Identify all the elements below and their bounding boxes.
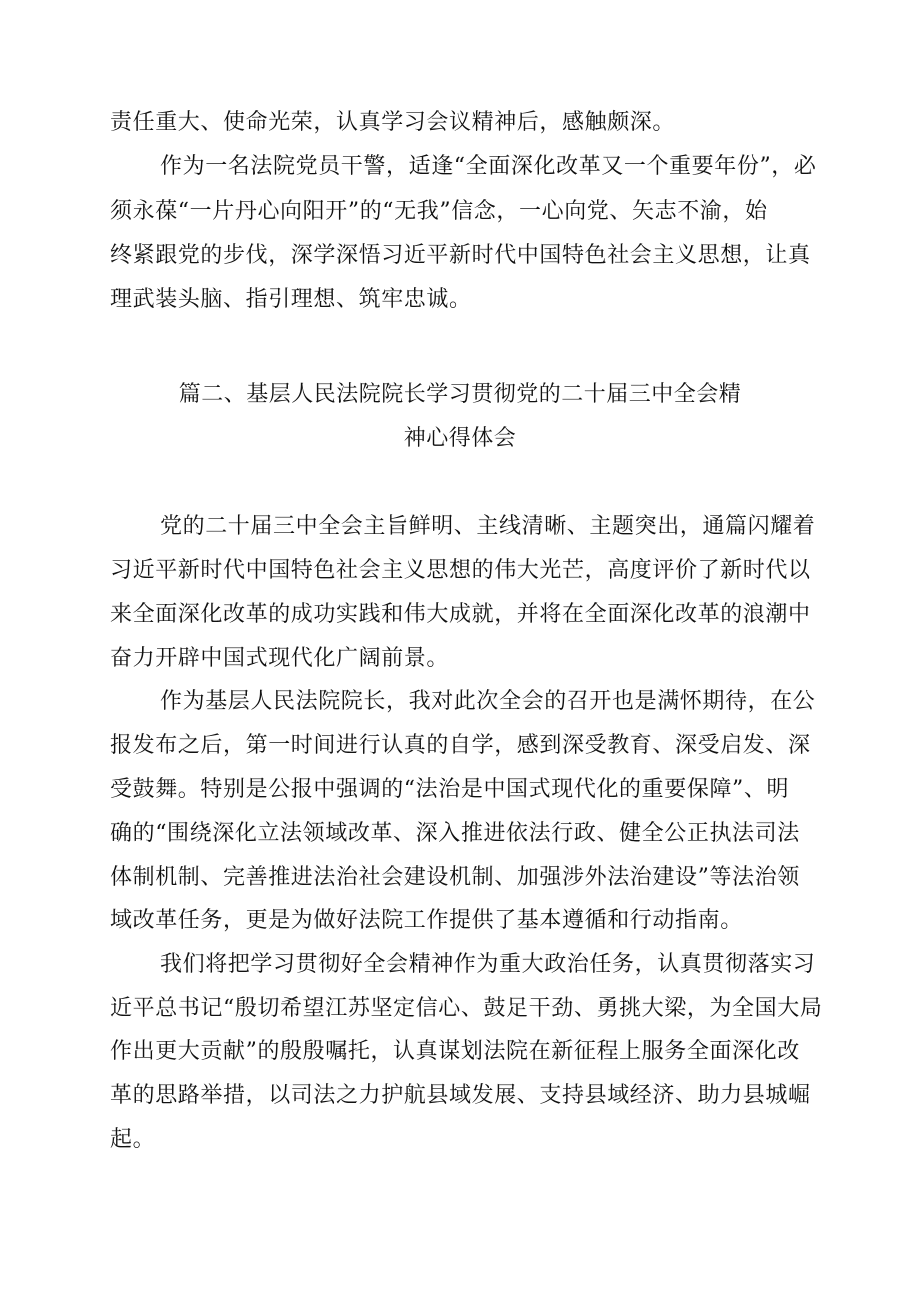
- paragraph-3-line: 近平总书记“殷切希望江苏坚定信心、鼓足干劲、勇挑大梁，为全国大局: [110, 996, 823, 1021]
- intro-tail-line: 责任重大、使命光荣，认真学习会议精神后，感触颇深。: [110, 110, 676, 135]
- paragraph-1-line: 习近平新时代中国特色社会主义思想的伟大光芒，高度评价了新时代以: [110, 558, 811, 583]
- intro-para-line: 理武装头脑、指引理想、筑牢忠诚。: [110, 287, 472, 312]
- section-title-line: 篇二、基层人民法院院长学习贯彻党的二十届三中全会精: [178, 382, 742, 407]
- section-title-line: 神心得体会: [403, 426, 517, 451]
- paragraph-2-line: 受鼓舞。特别是公报中强调的“法治是中国式现代化的重要保障”、明: [110, 777, 790, 802]
- paragraph-2-line: 域改革任务，更是为做好法院工作提供了基本遵循和行动指南。: [110, 908, 743, 933]
- intro-para-line: 终紧跟党的步伐，深学深悟习近平新时代中国特色社会主义思想，让真: [110, 243, 811, 268]
- intro-para-line: 作为一名法院党员干警，适逢“全面深化改革又一个重要年份”，必: [160, 154, 817, 179]
- paragraph-3-line: 革的思路举措，以司法之力护航县域发展、支持县域经济、助力县城崛: [110, 1083, 811, 1108]
- paragraph-1-line: 党的二十届三中全会主旨鲜明、主线清晰、主题突出，通篇闪耀着: [160, 514, 816, 539]
- paragraph-2-line: 报发布之后，第一时间进行认真的自学，感到深受教育、深受启发、深: [110, 733, 811, 758]
- paragraph-3-line: 我们将把学习贯彻好全会精神作为重大政治任务，认真贯彻落实习: [160, 952, 816, 977]
- paragraph-1-line: 来全面深化改革的成功实践和伟大成就，并将在全面深化改革的浪潮中: [110, 602, 811, 627]
- intro-para-line: 须永葆“一片丹心向阳开”的“无我”信念，一心向党、矢志不渝，始: [110, 199, 768, 224]
- paragraph-2-line: 作为基层人民法院院长，我对此次全会的召开也是满怀期待，在公: [160, 689, 816, 714]
- paragraph-3-line: 作出更大贡献”的殷殷嘱托，认真谋划法院在新征程上服务全面深化改: [110, 1039, 800, 1064]
- paragraph-2-line: 确的“围绕深化立法领域改革、深入推进依法行政、健全公正执法司法: [110, 821, 800, 846]
- paragraph-1-line: 奋力开辟中国式现代化广阔前景。: [110, 646, 450, 671]
- paragraph-3-line: 起。: [110, 1127, 156, 1152]
- paragraph-2-line: 体制机制、完善推进法治社会建设机制、加强涉外法治建设”等法治领: [110, 865, 800, 890]
